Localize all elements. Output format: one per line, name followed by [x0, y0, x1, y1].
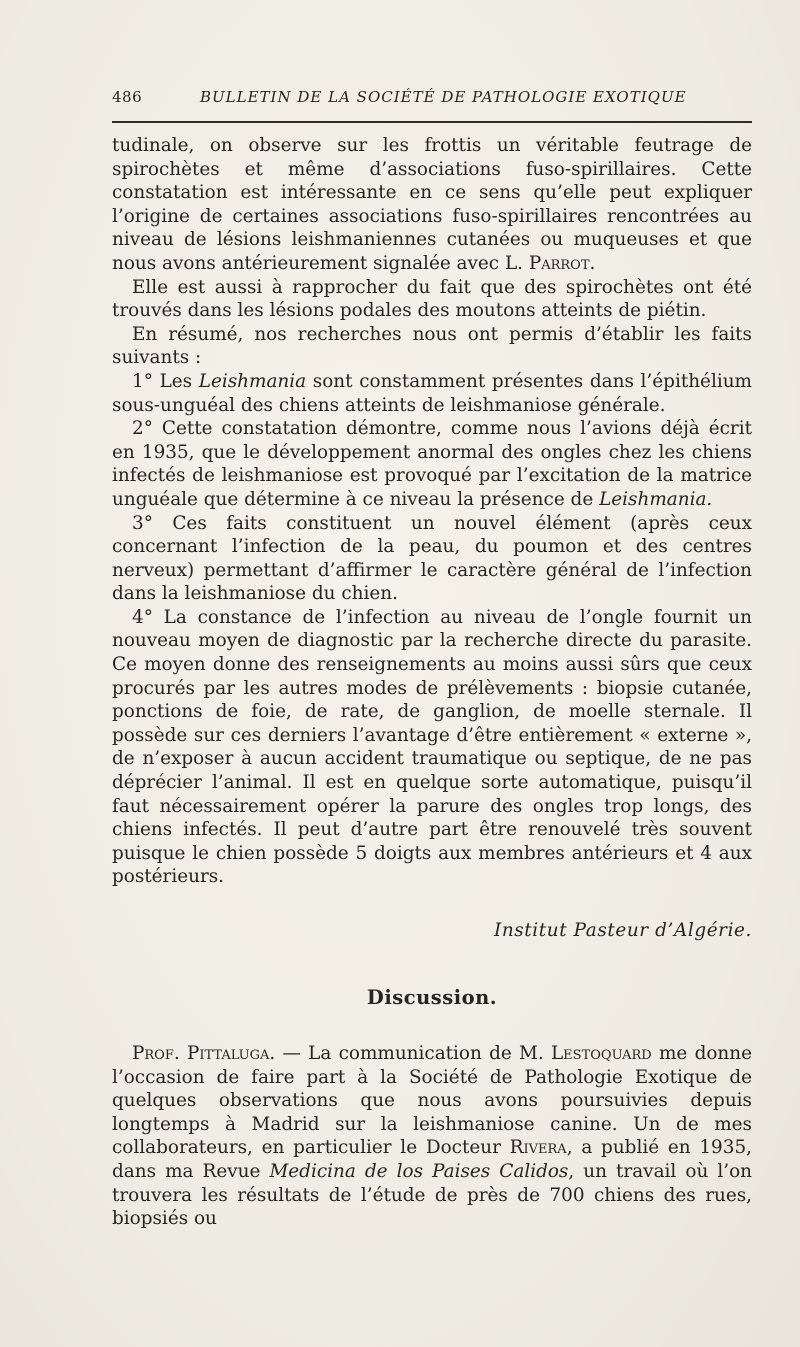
- conclusion-item: 4° La constance de l’infection au niveau de l’ongle fournit un nouveau moyen de diagnostic par la recherche directe du parasite. Ce moyen donne des renseignements au moins aussi sûrs que ceux procurés par les autres modes de prélèvements : biopsie cutanée, ponctions de foie, de rate, de ganglion, de moelle sternale. Il possède sur ces derniers l’avantage d’être entièrement « externe », de n’exposer à aucun accident traumatique ou septique, de ne pas déprécier l’animal. Il est en quelque sorte automatique, puisqu’il faut nécessairement opérer la parure des ongles trop longs, des chiens infectés. Il peut d’autre part être renouvelé très souvent puisque le chien possède 5 doigts aux membres antérieurs et 4 aux postérieurs.: [112, 606, 752, 888]
- header-rule: [112, 121, 752, 123]
- paragraph-continued: tudinale, on observe sur les frottis un véritable feutrage de spirochètes et même d’associations fuso-spirillaires. Cette constatation est intéressante en ce sens qu’elle peut expliquer l’origine de certaines associations fuso-spirillaires rencontrées au niveau de lésions leishmaniennes cutanées ou muqueuses et que nous avons antérieurement signalée avec L. Parrot.: [112, 135, 752, 274]
- conclusion-item: 1° Les Leishmania sont constamment présentes dans l’épithélium sous-unguéal des chiens atteints de leishmaniose générale.: [112, 370, 752, 416]
- discussion-paragraph: Prof. Pittaluga. — La communication de M. Lestoquard me donne l’occasion de faire part à la Société de Pathologie Exotique de quelques observations que nous avons poursuivies depuis longtemps à Madrid sur la leishmaniose canine. Un de mes collaborateurs, en particulier le Docteur Rivera, a publié en 1935, dans ma Revue Medicina de los Paises Calidos, un travail où l’on trouvera les résultats de l’étude de près de 700 chiens des rues, biopsiés ou: [112, 1043, 753, 1230]
- journal-title: BULLETIN DE LA SOCIÉTÉ DE PATHOLOGIE EXOTIQUE: [200, 88, 687, 106]
- article-body: [112, 134, 752, 889]
- discussion-body: [112, 1042, 752, 1231]
- author-name: Parrot: [528, 252, 590, 274]
- speaker-name: Prof. Pittaluga.: [132, 1043, 276, 1064]
- section-heading: Discussion.: [366, 986, 498, 1009]
- journal-reference: Medicina de los Paises Calidos: [269, 1160, 569, 1182]
- person-name: Lestoquard: [550, 1043, 652, 1064]
- institution-signature: Institut Pasteur d’Algérie.: [493, 920, 752, 941]
- conclusion-item: 2° Cette constatation démontre, comme nous l’avions déjà écrit en 1935, que le développement anormal des ongles chez les chiens infectés de leishmaniose est provoqué par l’excitation de la matrice unguéale que détermine à ce niveau la présence de Leishmania.: [112, 418, 752, 510]
- paragraph: Elle est aussi à rapprocher du fait que des spirochètes ont été trouvés dans les lésions podales des moutons atteints de piétin.: [112, 276, 752, 322]
- page-number: 486: [112, 88, 143, 106]
- person-name: Rivera: [509, 1137, 567, 1159]
- conclusion-item: 3° Ces faits constituent un nouvel élément (après ceux concernant l’infection de la peau, du poumon et des centres nerveux) permettant d’affirmer le caractère général de l’infection dans la leishmaniose du chien.: [112, 512, 752, 605]
- paragraph: En résumé, nos recherches nous ont permis d’établir les faits suivants :: [112, 323, 752, 369]
- running-header: [112, 88, 752, 118]
